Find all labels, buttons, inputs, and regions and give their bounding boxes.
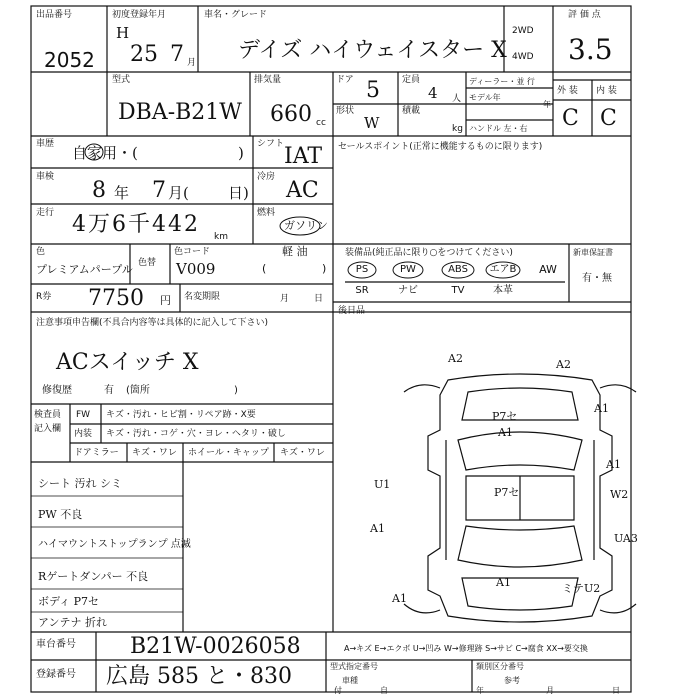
diagram-label: A2 bbox=[556, 358, 571, 371]
rear-label: 後日品 bbox=[338, 306, 366, 316]
manual-value: 有・無 bbox=[582, 273, 612, 284]
inspection-month: 7 bbox=[152, 178, 166, 203]
shift-value: IAT bbox=[284, 144, 323, 169]
era-value: H bbox=[116, 24, 130, 42]
model-year-label: モデル年 bbox=[469, 93, 501, 102]
damage-legend: A→キズ E→エクボ U→凹み W→修理跡 S→サビ C→腐食 XX→要交換 bbox=[344, 644, 588, 653]
displacement-unit: cc bbox=[316, 118, 326, 128]
shape-value: W bbox=[364, 114, 380, 132]
diagram-label: UA3 bbox=[614, 532, 638, 545]
model-label: 型式 bbox=[112, 75, 131, 85]
checker-mirror: ドアミラー bbox=[74, 448, 119, 458]
selling-points-label: セールスポイント(正常に機能するものに限ります) bbox=[338, 142, 543, 152]
capacity-unit: 人 bbox=[452, 94, 462, 104]
bottom-label: 車種 bbox=[342, 676, 358, 685]
diagram-label: P7セ bbox=[492, 410, 518, 423]
checker-interior-items: キズ・汚れ・コゲ・穴・ヨレ・ヘタリ・破し bbox=[106, 429, 286, 439]
capacity-label: 定員 bbox=[402, 75, 421, 85]
use-close: ) bbox=[238, 144, 244, 162]
displacement-value: 660 bbox=[270, 102, 312, 127]
interior-value: C bbox=[600, 106, 617, 131]
equipment-abs: ABS bbox=[448, 264, 468, 275]
car-grade-value: デイズ ハイウェイスター X bbox=[238, 38, 507, 63]
bottom-label: 付 bbox=[334, 686, 342, 695]
shift-label: シフト bbox=[257, 139, 285, 149]
doors-label: ドア bbox=[336, 75, 354, 85]
inspection-day-unit: 日) bbox=[228, 184, 249, 202]
diagram-label: W2 bbox=[610, 488, 629, 501]
bottom-label: 年 bbox=[476, 686, 484, 695]
ac-value: AC bbox=[286, 178, 319, 203]
fuel-value: ガソリン bbox=[284, 219, 328, 232]
note-line-1: シート 汚れ シミ bbox=[38, 477, 122, 490]
repair-label: 修復歴 bbox=[42, 385, 72, 396]
name-change-label: 名変期限 bbox=[184, 292, 221, 302]
equipment-aw: AW bbox=[539, 263, 557, 276]
use-label: 車歴 bbox=[36, 139, 55, 149]
equipment-navi: ナビ bbox=[398, 285, 418, 296]
diagram-label: A1 bbox=[594, 402, 609, 415]
bottom-label: 月 bbox=[546, 686, 554, 695]
color-code-label: 色コード bbox=[174, 247, 211, 257]
chassis-label: 車台番号 bbox=[36, 639, 76, 650]
checker-interior: 内装 bbox=[74, 429, 93, 439]
shape-label: 形状 bbox=[336, 106, 355, 116]
ticket-label: R券 bbox=[36, 292, 52, 302]
inspection-year-unit: 年 bbox=[114, 184, 130, 202]
capacity-value: 4 bbox=[428, 84, 438, 102]
mileage-unit: km bbox=[214, 232, 228, 242]
interior-label: 内 装 bbox=[596, 86, 617, 96]
lot-value: 2052 bbox=[44, 48, 95, 72]
notes-label: 注意事項申告欄(不具合内容等は具体的に記入して下さい) bbox=[36, 318, 269, 328]
month-unit: 月 bbox=[187, 58, 197, 68]
equipment-airbag: エアB bbox=[489, 264, 517, 275]
dealer-label: ディーラー・並 行 bbox=[469, 77, 535, 86]
diagram-label: A1 bbox=[496, 576, 511, 589]
exterior-value: C bbox=[562, 106, 579, 131]
bottom-label: 類別区分番号 bbox=[476, 662, 524, 671]
fuel-paren-close: ) bbox=[322, 262, 327, 275]
lot-label: 出品番号 bbox=[36, 10, 73, 20]
displacement-label: 排気量 bbox=[254, 75, 282, 85]
drive-4wd: 4WD bbox=[512, 52, 534, 62]
bottom-label: 参考 bbox=[504, 676, 520, 685]
fuel-alt: 軽 油 bbox=[282, 245, 308, 258]
model-year-unit: 年 bbox=[543, 100, 551, 109]
manual-label: 新車保証書 bbox=[573, 248, 613, 257]
equipment-ps: PS bbox=[355, 264, 369, 275]
color-change-label: 色替 bbox=[138, 258, 157, 268]
color-label: 色 bbox=[36, 247, 46, 257]
equipment-pw: PW bbox=[400, 264, 416, 275]
inspection-year: 8 bbox=[92, 178, 106, 203]
car-grade-label: 車名・グレード bbox=[204, 10, 268, 20]
diagram-label: A1 bbox=[370, 522, 385, 535]
fuel-paren-open: ( bbox=[262, 262, 267, 275]
note-line-5: ボディ P7セ bbox=[38, 595, 100, 608]
name-change-day: 日 bbox=[314, 294, 324, 304]
color-value: プレミアムパープル bbox=[36, 263, 133, 276]
checker-wheel-items: キズ・ワレ bbox=[280, 448, 325, 458]
diagram-label: A1 bbox=[498, 426, 513, 439]
ac-label: 冷房 bbox=[257, 172, 276, 182]
mileage-label: 走行 bbox=[36, 208, 55, 218]
color-code-value: V009 bbox=[176, 260, 216, 278]
first-reg-label: 初度登録年月 bbox=[112, 10, 167, 20]
diagram-label: A1 bbox=[392, 592, 407, 605]
load-unit: kg bbox=[452, 124, 463, 134]
bottom-label: 型式指定番号 bbox=[330, 662, 378, 671]
load-label: 積載 bbox=[402, 106, 421, 116]
bottom-label: 日 bbox=[612, 686, 620, 695]
exterior-label: 外 装 bbox=[557, 86, 578, 96]
checker-fw: FW bbox=[76, 410, 91, 420]
doors-value: 5 bbox=[366, 78, 380, 103]
note-line-2: PW 不良 bbox=[38, 508, 83, 521]
first-reg-month: 7 bbox=[170, 42, 184, 67]
name-change-month: 月 bbox=[280, 294, 290, 304]
repair-close: ) bbox=[234, 385, 238, 396]
diagram-label: ミテU2 bbox=[562, 582, 601, 595]
inspection-label: 車検 bbox=[36, 172, 55, 182]
mileage-value: 4万6千442 bbox=[72, 212, 200, 237]
registration-value: 広島 585 と・830 bbox=[106, 664, 292, 689]
diagram-label: A1 bbox=[606, 458, 621, 471]
handle-label: ハンドル 左・右 bbox=[469, 124, 528, 133]
checker-wheel: ホイール・キャップ bbox=[188, 448, 269, 458]
diagram-label: A2 bbox=[448, 352, 463, 365]
first-reg-year: 25 bbox=[130, 42, 158, 67]
ticket-value: 7750 bbox=[88, 286, 144, 311]
checker-mirror-items: キズ・ワレ bbox=[132, 448, 177, 458]
note-line-3: ハイマウントストップランプ 点滅 bbox=[38, 539, 191, 550]
diagram-label: U1 bbox=[374, 478, 391, 491]
equipment-tv: TV bbox=[451, 285, 465, 296]
bottom-label: 自 bbox=[380, 686, 388, 695]
use-value: 自家用・( bbox=[72, 144, 138, 162]
repair-part: (箇所 bbox=[126, 385, 150, 396]
equipment-label: 装備品(純正品に限り○をつけてください) bbox=[345, 248, 513, 258]
note-line-6: アンテナ 折れ bbox=[38, 616, 108, 629]
score-label: 評 価 点 bbox=[568, 10, 601, 20]
note-line-4: Rゲートダンパー 不良 bbox=[38, 570, 149, 583]
notes-value: ACスイッチ X bbox=[56, 350, 199, 375]
diagram-label: P7セ bbox=[494, 486, 520, 499]
equipment-sr: SR bbox=[355, 285, 369, 296]
fuel-label: 燃料 bbox=[257, 208, 276, 218]
model-value: DBA-B21W bbox=[118, 100, 242, 125]
registration-label: 登録番号 bbox=[36, 669, 76, 680]
drive-2wd: 2WD bbox=[512, 26, 534, 36]
chassis-value: B21W-0026058 bbox=[130, 634, 301, 659]
score-value: 3.5 bbox=[568, 33, 613, 66]
checker-label-2: 記入欄 bbox=[34, 424, 62, 434]
checker-label-1: 検査員 bbox=[34, 410, 62, 420]
ticket-unit: 円 bbox=[160, 294, 171, 307]
checker-fw-items: キズ・汚れ・ヒビ割・リペア跡・X要 bbox=[106, 410, 256, 420]
equipment-leather: 本革 bbox=[493, 285, 513, 296]
repair-value: 有 bbox=[104, 385, 114, 396]
inspection-month-unit: 月( bbox=[168, 184, 189, 202]
